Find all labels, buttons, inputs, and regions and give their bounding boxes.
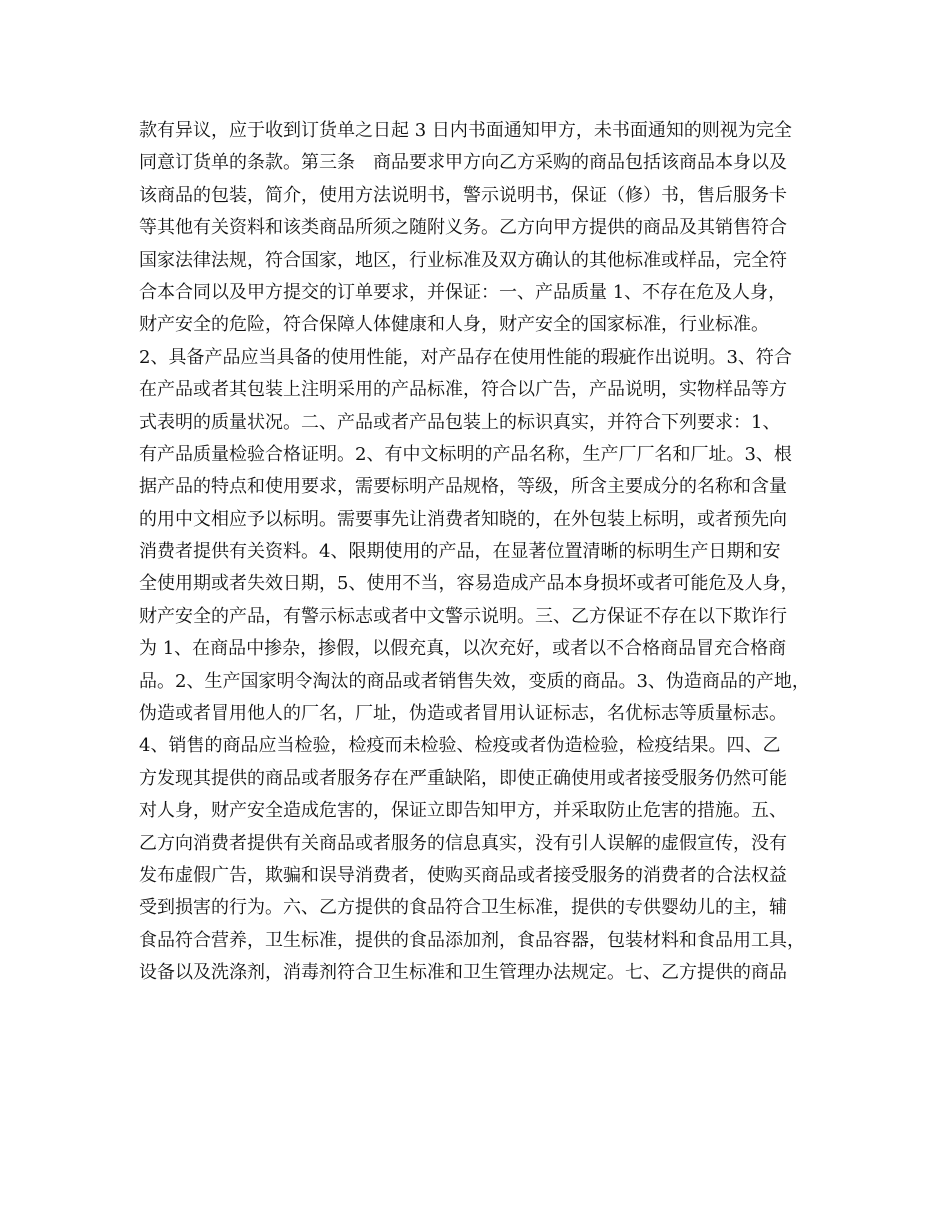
text-line: 4、销售的商品应当检验，检疫而未检验、检疫或者伪造检验，检疫结果。四、乙: [139, 735, 781, 757]
text-line: 合本合同以及甲方提交的订单要求，并保证：一、产品质量 1、不存在危及人身，: [139, 281, 787, 303]
text-line: 据产品的特点和使用要求，需要标明产品规格，等级，所含主要成分的名称和含量: [139, 476, 787, 498]
text-line: 发布虚假广告，欺骗和误导消费者，使购买商品或者接受服务的消费者的合法权益: [139, 864, 787, 886]
text-line: 食品符合营养，卫生标准，提供的食品添加剂，食品容器，包装材料和食品用工具，: [139, 929, 805, 951]
text-line: 方发现其提供的商品或者服务存在严重缺陷，即使正确使用或者接受服务仍然可能: [139, 767, 787, 789]
text-line: 式表明的质量状况。二、产品或者产品包装上的标识真实，并符合下列要求：1、: [139, 411, 781, 433]
text-line: 财产安全的危险，符合保障人体健康和人身，财产安全的国家标准，行业标准。: [139, 314, 769, 336]
text-line: 等其他有关资料和该类商品所须之随附义务。乙方向甲方提供的商品及其销售符合: [139, 217, 787, 239]
text-line: 该商品的包装，简介，使用方法说明书，警示说明书，保证（修）书，售后服务卡: [139, 184, 787, 206]
text-line: 品。2、生产国家明令淘汰的商品或者销售失效，变质的商品。3、伪造商品的产地，: [139, 670, 810, 692]
text-line: 款有异议，应于收到订货单之日起 3 日内书面通知甲方，未书面通知的则视为完全: [139, 120, 792, 141]
text-line: 伪造或者冒用他人的厂名，厂址，伪造或者冒用认证标志，名优标志等质量标志。: [139, 703, 787, 725]
contract-body-text: [139, 115, 829, 990]
text-line: 在产品或者其包装上注明采用的产品标准，符合以广告，产品说明，实物样品等方: [139, 379, 787, 401]
text-line: 对人身，财产安全造成危害的，保证立即告知甲方，并采取防止危害的措施。五、: [139, 800, 787, 822]
text-line: 设备以及洗涤剂，消毒剂符合卫生标准和卫生管理办法规定。七、乙方提供的商品: [139, 962, 787, 984]
text-line: 消费者提供有关资料。4、限期使用的产品，在显著位置清晰的标明生产日期和安: [139, 541, 781, 563]
text-line: 为 1、在商品中掺杂，掺假，以假充真，以次充好，或者以不合格商品冒充合格商: [139, 638, 787, 660]
text-line: 全使用期或者失效日期，5、使用不当，容易造成产品本身损坏或者可能危及人身，: [139, 573, 799, 595]
text-line: 同意订货单的条款。第三条 商品要求甲方向乙方采购的商品包括该商品本身以及: [139, 152, 787, 174]
text-line: 受到损害的行为。六、乙方提供的食品符合卫生标准，提供的专供婴幼儿的主，辅: [139, 897, 787, 919]
text-line: 乙方向消费者提供有关商品或者服务的信息真实，没有引人误解的虚假宣传，没有: [139, 832, 787, 854]
text-line: 国家法律法规，符合国家，地区，行业标准及双方确认的其他标准或样品，完全符: [139, 249, 787, 271]
text-line: 有产品质量检验合格证明。2、有中文标明的产品名称，生产厂厂名和厂址。3、根: [139, 443, 792, 465]
text-line: 2、具备产品应当具备的使用性能，对产品存在使用性能的瑕疵作出说明。3、符合: [139, 346, 792, 368]
text-line: 的用中文相应予以标明。需要事先让消费者知晓的，在外包装上标明，或者预先向: [139, 508, 787, 530]
text-line: 财产安全的产品，有警示标志或者中文警示说明。三、乙方保证不存在以下欺诈行: [139, 605, 787, 627]
